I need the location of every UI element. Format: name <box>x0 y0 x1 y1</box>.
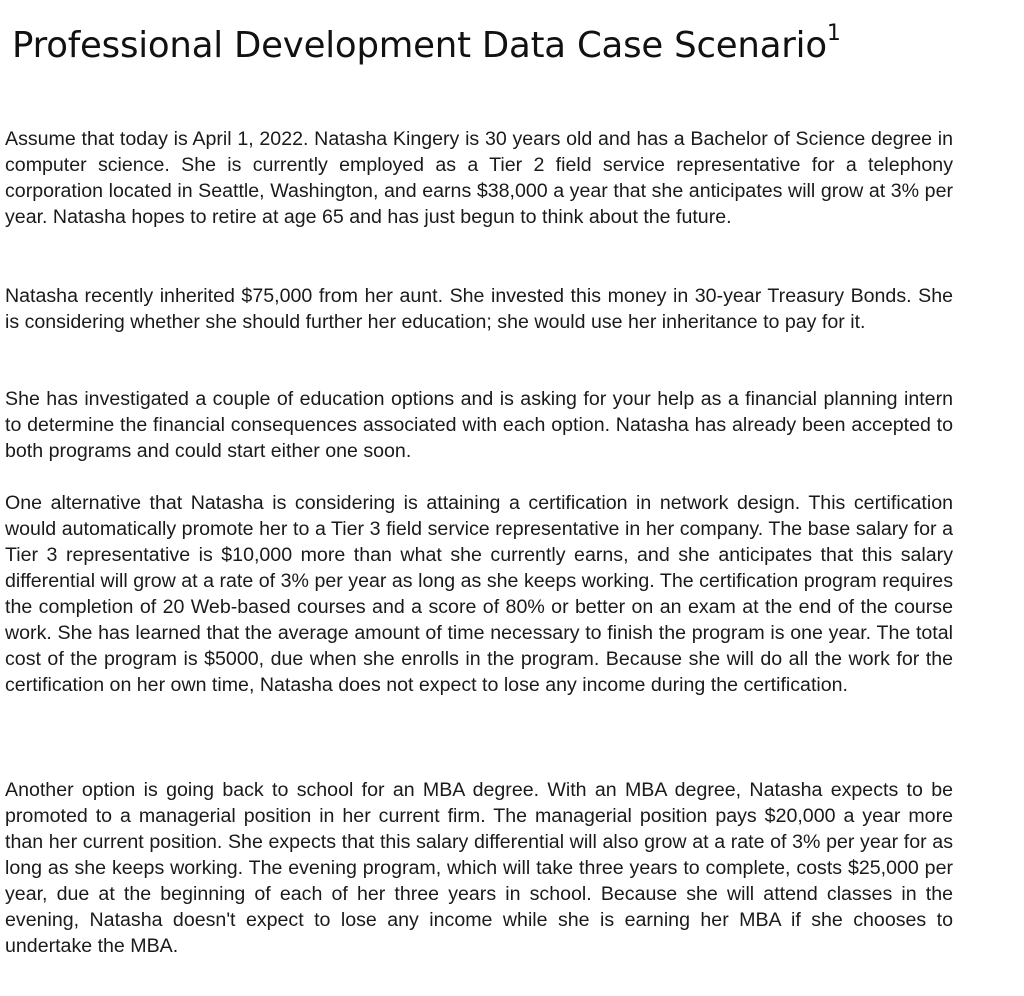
paragraph-intro: Assume that today is April 1, 2022. Natasha Kingery is 30 years old and has a Bachelor of Science degree in computer science. She is currently employed as a Tier 2 field service representative for a telephony corporation located in Seattle, Washington, and earns $38,000 a year that she anticipates will grow at 3% per year. Natasha hopes to retire at age 65 and has just begun to think about the future. <box>5 128 953 228</box>
paragraph-inheritance: Natasha recently inherited $75,000 from her aunt. She invested this money in 30-year Treasury Bonds. She is considering whether she should further her education; she would use her inheritance to pay for it. <box>5 285 953 333</box>
paragraph-mba: Another option is going back to school for an MBA degree. With an MBA degree, Natasha expects to be promoted to a managerial position in her current firm. The managerial position pays $20,000 a year more than her current position. She expects that this salary differential will also grow at a rate of 3% per year for as long as she keeps working. The evening program, which will take three years to complete, costs $25,000 per year, due at the beginning of each of her three years in school. Because she will attend classes in the evening, Natasha doesn't expect to lose any income while she is earning her MBA if she chooses to undertake the MBA. <box>5 779 953 957</box>
paragraph-certification: One alternative that Natasha is considering is attaining a certification in network design. This certification would automatically promote her to a Tier 3 field service representative in her company. The base salary for a Tier 3 representative is $10,000 more than what she currently earns, and she anticipates that this salary differential will grow at a rate of 3% per year as long as she keeps working. The certification program requires the completion of 20 Web-based courses and a score of 80% or better on an exam at the end of the course work. She has learned that the average amount of time necessary to finish the program is one year. The total cost of the program is $5000, due when she enrolls in the program. Because she will do all the work for the certification on her own time, Natasha does not expect to lose any income during the certification. <box>5 492 953 696</box>
title-footnote-marker: 1 <box>826 21 841 47</box>
title-text: Professional Development Data Case Scenario <box>12 25 827 66</box>
page-title <box>12 22 841 70</box>
paragraph-options: She has investigated a couple of education options and is asking for your help as a financial planning intern to determine the financial consequences associated with each option. Natasha has already been accepted to both programs and could start either one soon. <box>5 388 953 462</box>
